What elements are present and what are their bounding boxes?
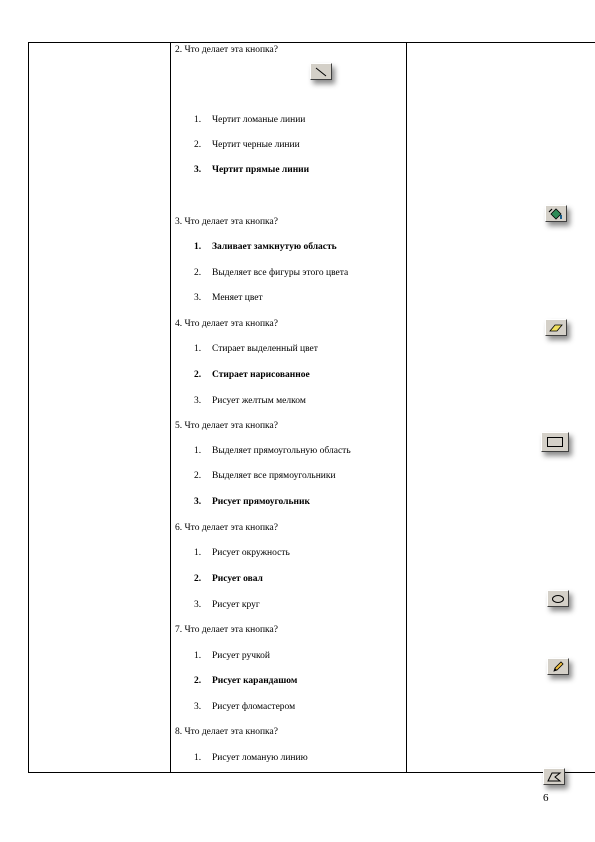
eraser-button[interactable]	[545, 319, 567, 336]
question-title: 5. Что делает эта кнопка?	[175, 421, 278, 431]
rectangle-tool-icon	[546, 436, 564, 448]
answer-option-correct: 2. Стирает нарисованное	[194, 370, 310, 380]
answer-option: 3. Рисует фломастером	[194, 702, 296, 712]
polygon-tool-icon	[546, 771, 562, 783]
question-title: 8. Что делает эта кнопка?	[175, 727, 278, 737]
answer-option-correct: 3. Чертит прямые линии	[194, 165, 310, 175]
answer-option: 1. Рисует окружность	[194, 548, 290, 558]
answer-option: 1. Выделяет прямоугольную область	[194, 446, 351, 456]
question-title: 6. Что делает эта кнопка?	[175, 523, 278, 533]
pencil-icon	[551, 661, 565, 673]
answer-option: 3. Рисует желтым мелком	[194, 396, 306, 406]
fill-bucket-icon	[548, 208, 564, 220]
question-title: 3. Что делает эта кнопка?	[175, 217, 278, 227]
question-title: 4. Что делает эта кнопка?	[175, 319, 278, 329]
answer-option: 1. Рисует ломаную линию	[194, 753, 308, 763]
fill-bucket-button[interactable]	[545, 205, 567, 222]
ellipse-tool-button[interactable]	[547, 590, 569, 607]
line-tool-icon	[314, 67, 328, 77]
answer-option: 2. Выделяет все прямоугольники	[194, 471, 336, 481]
answer-option-correct: 1. Заливает замкнутую область	[194, 242, 337, 252]
answer-option: 2. Выделяет все фигуры этого цвета	[194, 268, 349, 278]
line-tool-button[interactable]	[310, 63, 332, 80]
page-number: 6	[543, 792, 549, 804]
question-title: 7. Что делает эта кнопка?	[175, 625, 278, 635]
polygon-tool-button[interactable]	[543, 768, 565, 785]
answer-option-correct: 2. Рисует овал	[194, 574, 263, 584]
questions-column	[170, 42, 406, 773]
question-title: 2. Что делает эта кнопка?	[175, 45, 278, 55]
rectangle-tool-button[interactable]	[541, 432, 569, 452]
answer-option-correct: 2. Рисует карандашом	[194, 676, 298, 686]
answer-option: 3. Меняет цвет	[194, 293, 263, 303]
pencil-button[interactable]	[547, 658, 569, 675]
answer-option: 3. Рисует круг	[194, 600, 260, 610]
ellipse-tool-icon	[551, 594, 565, 604]
answer-option: 1. Стирает выделенный цвет	[194, 344, 318, 354]
answer-option-correct: 3. Рисует прямоугольник	[194, 497, 310, 507]
eraser-icon	[548, 322, 564, 334]
answer-option: 1. Чертит ломаные линии	[194, 115, 306, 125]
column-divider	[406, 42, 407, 773]
answer-option: 1. Рисует ручкой	[194, 651, 270, 661]
answer-option: 2. Чертит черные линии	[194, 140, 300, 150]
